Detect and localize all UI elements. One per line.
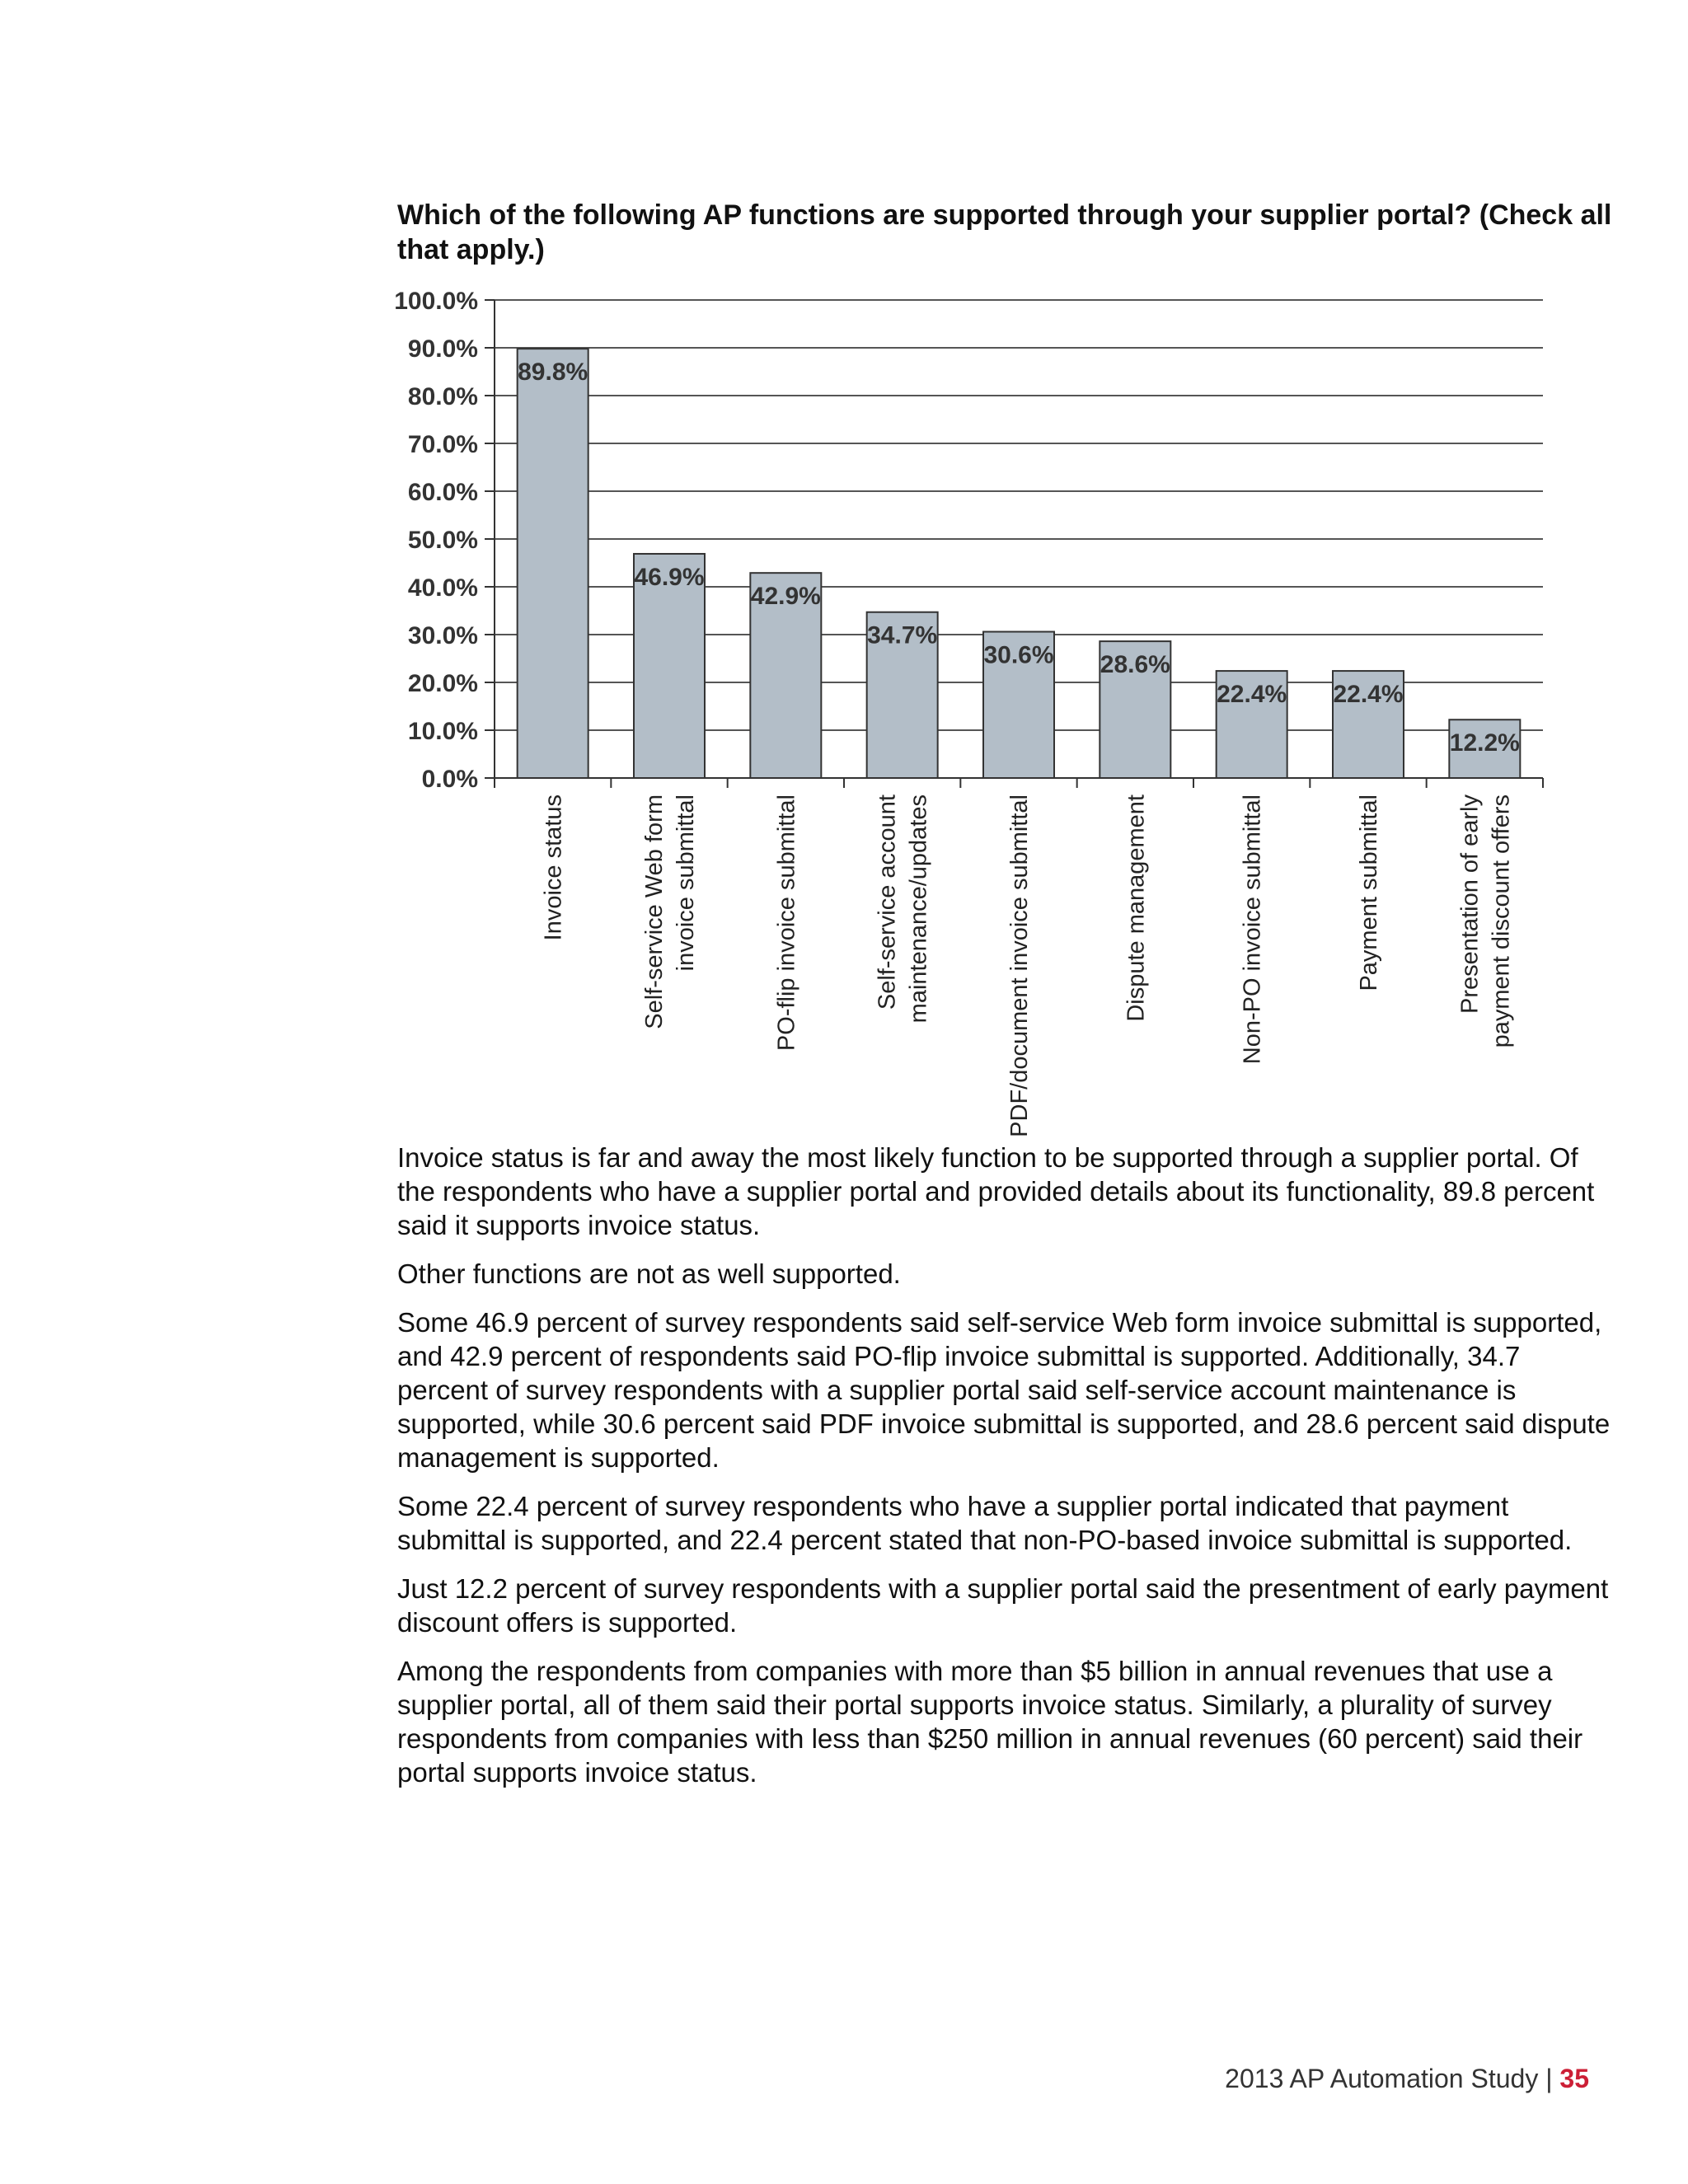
y-tick-label: 20.0% xyxy=(407,670,478,697)
x-category-label: Self-service Web form xyxy=(641,794,668,1029)
bar-value-label: 46.9% xyxy=(634,563,705,591)
y-tick-label: 80.0% xyxy=(407,383,478,410)
bar-value-label: 89.8% xyxy=(518,359,588,387)
x-category-label: Presentation of early xyxy=(1456,794,1484,1014)
x-category-label: Non-PO invoice submittal xyxy=(1239,794,1266,1065)
paragraph: Other functions are not as well supported. xyxy=(397,1258,901,1289)
x-category-label: Self-service account xyxy=(874,794,901,1010)
bar-value-label: 22.4% xyxy=(1217,681,1287,709)
bar-value-label: 12.2% xyxy=(1449,729,1520,757)
y-tick-label: 50.0% xyxy=(407,527,478,554)
x-category-label: PO-flip invoice submittal xyxy=(773,794,800,1052)
x-category-label: Payment submittal xyxy=(1356,794,1382,991)
y-axis-tick-labels xyxy=(394,288,478,793)
x-category-label: PDF/document invoice submittal xyxy=(1006,794,1033,1137)
y-tick-label: 60.0% xyxy=(407,479,478,506)
bar-value-label: 34.7% xyxy=(867,621,938,649)
y-tick-label: 10.0% xyxy=(407,718,478,745)
x-category-label: Dispute management xyxy=(1123,794,1150,1022)
y-tick-label: 40.0% xyxy=(407,574,478,602)
y-tick-label: 100.0% xyxy=(394,288,478,315)
x-axis-category-labels xyxy=(541,794,1515,1137)
y-tick-label: 30.0% xyxy=(407,622,478,649)
bar-value-label: 22.4% xyxy=(1333,681,1404,709)
paragraph: Some 22.4 percent of survey respondents who have a supplier portal indicated that payment submittal is supported, and 22.4 percent stated that non-PO-based invoice submittal is supported. xyxy=(397,1491,1573,1555)
bar-value-label: 42.9% xyxy=(750,583,821,611)
bar xyxy=(518,349,588,778)
page-number: 35 xyxy=(1559,2064,1589,2093)
chart-title: Which of the following AP functions are supported through your supplier portal? (Check all that apply.) xyxy=(397,199,1612,265)
x-category-label: maintenance/updates xyxy=(905,794,932,1024)
publication-name: 2013 AP Automation Study | xyxy=(1225,2064,1553,2093)
paragraph: Just 12.2 percent of survey respondents with a supplier portal said the presentment of early payment discount offers is supported. xyxy=(397,1573,1609,1638)
x-category-label: invoice submittal xyxy=(673,794,699,972)
paragraph: Among the respondents from companies with more than $5 billion in annual revenues that use a supplier portal, all of them said their portal supports invoice status. Similarly, a plurality of survey respondents from companies with less than $250 million in annual revenues (60 percent) said their portal supports invoice status. xyxy=(397,1656,1583,1788)
bar-value-label: 30.6% xyxy=(983,641,1054,669)
paragraph: Some 46.9 percent of survey respondents said self-service Web form invoice submittal is supported, and 42.9 percent of respondents said PO-flip invoice submittal is supported. Additionally, 34.7 percent of survey respondents with a supplier portal said self-service account maintenance is supported, while 30.6 percent said PDF invoice submittal is supported, and 28.6 percent said dispute management is supported. xyxy=(397,1307,1611,1473)
y-tick-label: 90.0% xyxy=(407,335,478,363)
bar-value-label: 28.6% xyxy=(1100,651,1170,679)
y-tick-label: 0.0% xyxy=(421,766,478,793)
x-category-label: payment discount offers xyxy=(1488,794,1515,1048)
y-tick-label: 70.0% xyxy=(407,431,478,458)
x-category-label: Invoice status xyxy=(540,794,567,941)
body-text xyxy=(397,1141,1617,1804)
paragraph: Invoice status is far and away the most likely function to be supported through a supplier portal. Of the respondents who have a supplier portal and provided details about its functionality, 89.8 percent said it supports invoice status. xyxy=(397,1142,1595,1240)
page-footer xyxy=(1225,2064,1589,2094)
